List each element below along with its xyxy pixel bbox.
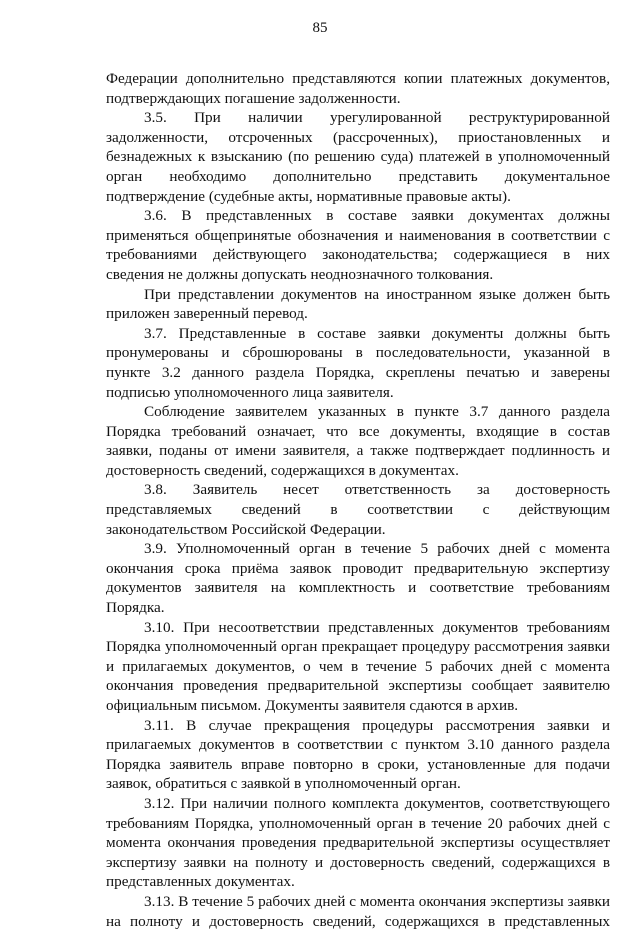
text-line: 3.7. Представленные в составе заявки документы должны быть — [144, 324, 610, 342]
text-line: экспертизу заявки на полноту и достоверность сведений, содержащихся в — [106, 853, 610, 871]
text-line: Федерации дополнительно представляются копии платежных документов, — [106, 70, 610, 87]
text-line: и прилагаемых документов, о чем в течение 5 рабочих дней с момента — [106, 657, 610, 675]
text-line: момента окончания проведения предварительной экспертизы осуществляет — [106, 834, 610, 852]
text-line: 3.13. В течение 5 рабочих дней с момента окончания экспертизы заявки — [144, 892, 610, 910]
text-line: окончания срока приёма заявок проводит предварительную экспертизу — [106, 559, 610, 577]
text-line: подтверждающих погашение задолженности. — [106, 89, 401, 107]
text-line: Соблюдение заявителем указанных в пункте 3.7 данного раздела — [144, 403, 610, 421]
text-line: законодательством Российской Федерации. — [106, 520, 386, 538]
text-line: сведения не должны допускать неоднозначного толкования. — [106, 265, 494, 283]
text-line: применяться общепринятые обозначения и наименования в соответствии с — [106, 226, 610, 244]
text-line: орган необходимо дополнительно представить документальное — [106, 167, 610, 185]
text-line: 3.10. При несоответствии представленных документов требованиям — [144, 618, 610, 636]
text-line: пункте 3.2 данного раздела Порядка, скреплены печатью и заверены — [106, 363, 610, 381]
text-line: 3.12. При наличии полного комплекта документов, соответствующего — [144, 794, 610, 812]
text-line: 3.6. В представленных в составе заявки документах должны — [144, 207, 610, 225]
text-line: безнадежных к взысканию (по решению суда) платежей в уполномоченный — [106, 148, 610, 166]
text-line: подписью уполномоченного лица заявителя. — [106, 383, 394, 401]
text-line: Порядка уполномоченный орган прекращает процедуру рассмотрения заявки — [106, 638, 610, 656]
text-line: Порядка требований означает, что все документы, входящие в состав — [106, 422, 610, 440]
text-line: приложен заверенный перевод. — [106, 305, 308, 323]
text-line: 3.11. В случае прекращения процедуры рассмотрения заявки и — [144, 716, 610, 734]
text-line: окончания проведения предварительной экспертизы сообщает заявителю — [106, 677, 610, 695]
text-line: Порядка заявитель вправе повторно в сроки, установленные для подачи — [106, 755, 610, 773]
text-line: 3.5. При наличии урегулированной реструктурированной — [144, 109, 610, 127]
text-line: подтверждение (судебные акты, нормативные правовые акты). — [106, 187, 511, 205]
text-line: требованиями действующего законодательства; содержащиеся в них — [106, 246, 610, 264]
text-line: на полноту и достоверность сведений, содержащихся в представленных — [106, 912, 610, 930]
text-line: При представлении документов на иностранном языке должен быть — [144, 285, 610, 303]
text-line: представленных документах. — [106, 873, 295, 891]
text-line: задолженности, отсроченных (рассроченных), приостановленных и — [106, 128, 610, 146]
text-line: официальным письмом. Документы заявителя сдаются в архив. — [106, 697, 519, 714]
text-line: документов заявителя на комплектность и соответствие требованиям — [106, 579, 610, 597]
text-line: Порядка. — [106, 599, 165, 617]
page-number: 85 — [312, 20, 328, 36]
text-line: пронумерованы и сброшюрованы в последовательности, указанной в — [106, 344, 610, 362]
document-body — [106, 69, 610, 931]
text-line: достоверность сведений, содержащихся в документах. — [106, 461, 459, 479]
text-line: прилагаемых документов в соответствии с пунктом 3.10 данного раздела — [106, 736, 610, 754]
text-line: заявки, поданы от имени заявителя, а также подтверждает подлинность и — [106, 442, 610, 460]
text-line: требованиям Порядка, уполномоченный орган в течение 20 рабочих дней с — [106, 814, 610, 832]
text-line: 3.9. Уполномоченный орган в течение 5 рабочих дней с момента — [144, 540, 610, 558]
text-line: 3.8. Заявитель несет ответственность за достоверность — [144, 481, 610, 499]
text-line: представляемых сведений в соответствии с действующим — [106, 501, 610, 519]
text-line: заявок, обратиться с заявкой в уполномоченный орган. — [106, 775, 461, 793]
